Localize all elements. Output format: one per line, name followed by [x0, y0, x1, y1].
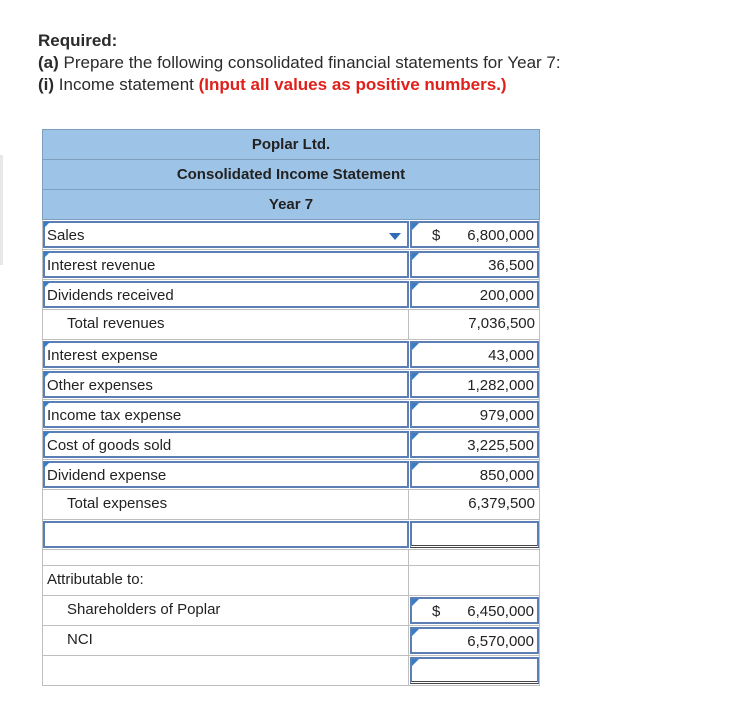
table-row [42, 520, 540, 550]
shareholders-label: Shareholders of Poplar [43, 596, 409, 625]
other-expenses-field[interactable] [43, 371, 409, 398]
table-row [42, 280, 540, 310]
table-row [42, 310, 540, 340]
table-row [42, 430, 540, 460]
part-i-prefix: (i) [38, 75, 55, 94]
interest-expense-amount-input[interactable] [410, 341, 539, 368]
interest-revenue-field[interactable] [43, 251, 409, 278]
net-income-amount-input[interactable] [410, 521, 539, 548]
input-corner-icon [412, 343, 419, 350]
attributable-label: Attributable to: [43, 566, 409, 595]
nci-amount-input[interactable] [410, 627, 539, 654]
input-corner-icon [44, 462, 50, 468]
company-name: Poplar Ltd. [43, 130, 539, 160]
part-a-line [38, 52, 561, 74]
income-statement-table [42, 129, 540, 686]
table-row [42, 400, 540, 430]
currency-symbol: $ [432, 603, 441, 620]
left-edge-decoration [0, 155, 3, 265]
statement-title: Consolidated Income Statement [43, 160, 539, 190]
table-row [42, 460, 540, 490]
table-row [42, 566, 540, 596]
other-expenses-label: Other expenses [47, 377, 153, 394]
input-corner-icon [44, 402, 50, 408]
sales-dropdown[interactable] [43, 221, 409, 248]
chevron-down-icon[interactable] [389, 233, 401, 240]
part-i-line [38, 74, 561, 96]
input-corner-icon [44, 252, 50, 258]
input-corner-icon [44, 222, 50, 228]
input-corner-icon [412, 599, 419, 606]
part-a-text: Prepare the following consolidated financial statements for Year 7: [58, 53, 561, 72]
table-row [42, 626, 540, 656]
instructions [38, 30, 561, 96]
interest-expense-field[interactable] [43, 341, 409, 368]
input-corner-icon [412, 463, 419, 470]
sales-label: Sales [47, 227, 85, 244]
nci-label: NCI [43, 626, 409, 655]
spacer-row [42, 550, 540, 566]
dividend-expense-label: Dividend expense [47, 467, 167, 484]
interest-expense-amount: 43,000 [488, 347, 534, 364]
net-income-label-field[interactable] [43, 521, 409, 548]
part-i-text: Income statement [54, 75, 199, 94]
input-corner-icon [412, 629, 419, 636]
part-i-note: (Input all values as positive numbers.) [198, 75, 507, 94]
table-row [42, 656, 540, 686]
nci-amount: 6,570,000 [467, 633, 534, 650]
shareholders-amount: 6,450,000 [467, 603, 534, 620]
total-revenues-amount: 7,036,500 [468, 315, 535, 332]
input-corner-icon [412, 659, 419, 666]
attributable-total-label [43, 656, 409, 685]
dividend-expense-field[interactable] [43, 461, 409, 488]
input-corner-icon [412, 283, 419, 290]
statement-period: Year 7 [43, 190, 539, 220]
dividend-expense-amount: 850,000 [479, 467, 534, 484]
other-expenses-amount-input[interactable] [410, 371, 539, 398]
dividends-received-amount-input[interactable] [410, 281, 539, 308]
table-row [42, 490, 540, 520]
income-tax-expense-field[interactable] [43, 401, 409, 428]
interest-expense-label: Interest expense [47, 347, 158, 364]
attributable-total-input[interactable] [410, 657, 539, 684]
total-expenses-label: Total expenses [43, 490, 409, 519]
interest-revenue-amount-input[interactable] [410, 251, 539, 278]
input-corner-icon [412, 403, 419, 410]
sales-amount-input[interactable] [410, 221, 539, 248]
cost-of-goods-sold-field[interactable] [43, 431, 409, 458]
attributable-empty-cell [410, 566, 539, 595]
input-corner-icon [412, 433, 419, 440]
cost-of-goods-sold-amount: 3,225,500 [467, 437, 534, 454]
statement-header [42, 129, 540, 220]
dividend-expense-amount-input[interactable] [410, 461, 539, 488]
total-revenues-label: Total revenues [43, 310, 409, 339]
income-tax-expense-amount: 979,000 [479, 407, 534, 424]
dividends-received-amount: 200,000 [479, 287, 534, 304]
interest-revenue-label: Interest revenue [47, 257, 156, 274]
input-corner-icon [412, 373, 419, 380]
table-row [42, 220, 540, 250]
spacer-cell [43, 550, 409, 565]
table-row [42, 596, 540, 626]
input-corner-icon [44, 342, 50, 348]
input-corner-icon [44, 372, 50, 378]
income-tax-expense-label: Income tax expense [47, 407, 182, 424]
part-a-prefix: (a) [38, 53, 59, 72]
total-expenses-amount: 6,379,500 [468, 495, 535, 512]
table-row [42, 370, 540, 400]
input-corner-icon [412, 253, 419, 260]
input-corner-icon [44, 432, 50, 438]
dividends-received-label: Dividends received [47, 287, 174, 304]
currency-symbol: $ [432, 227, 441, 244]
cost-of-goods-sold-amount-input[interactable] [410, 431, 539, 458]
sales-amount: 6,800,000 [467, 227, 534, 244]
input-corner-icon [412, 223, 419, 230]
required-heading: Required: [38, 31, 118, 50]
table-row [42, 340, 540, 370]
other-expenses-amount: 1,282,000 [467, 377, 534, 394]
shareholders-amount-input[interactable] [410, 597, 539, 624]
cost-of-goods-sold-label: Cost of goods sold [47, 437, 172, 454]
dividends-received-field[interactable] [43, 281, 409, 308]
table-row [42, 250, 540, 280]
income-tax-expense-amount-input[interactable] [410, 401, 539, 428]
interest-revenue-amount: 36,500 [488, 257, 534, 274]
input-corner-icon [44, 282, 50, 288]
